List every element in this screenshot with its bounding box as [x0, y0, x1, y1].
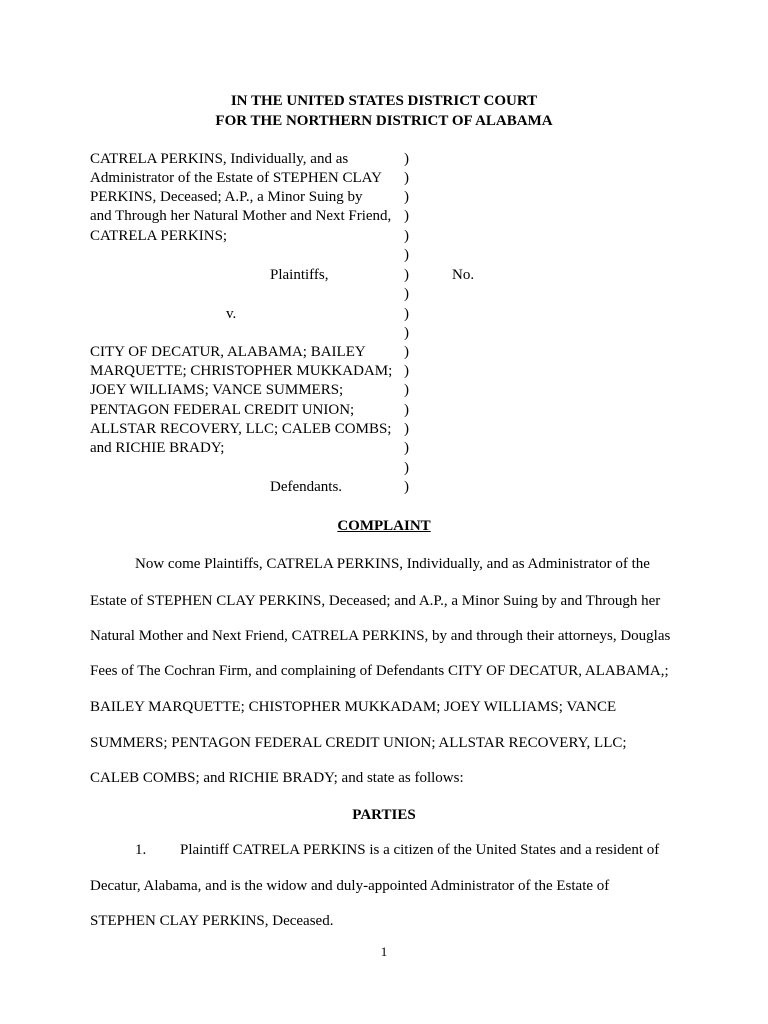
- defendant-line: PENTAGON FEDERAL CREDIT UNION;: [90, 402, 355, 418]
- caption-paren: ): [404, 170, 409, 186]
- plaintiffs-label: Plaintiffs,: [270, 267, 329, 283]
- intro-line: Estate of STEPHEN CLAY PERKINS, Deceased; and A.P., a Minor Suing by and Through her: [90, 593, 661, 609]
- caption-paren: ): [404, 402, 409, 418]
- caption-paren: ): [404, 247, 409, 263]
- defendant-line: CITY OF DECATUR, ALABAMA; BAILEY: [90, 344, 366, 360]
- page-number: 1: [380, 944, 388, 959]
- court-heading-line2: FOR THE NORTHERN DISTRICT OF ALABAMA: [215, 113, 553, 129]
- intro-line: SUMMERS; PENTAGON FEDERAL CREDIT UNION; ALLSTAR RECOVERY, LLC;: [90, 735, 627, 751]
- caption-paren: ): [404, 325, 409, 341]
- court-heading-line1: IN THE UNITED STATES DISTRICT COURT: [230, 93, 538, 109]
- plaintiff-line: CATRELA PERKINS, Individually, and as: [90, 151, 349, 167]
- caption-paren: ): [404, 363, 409, 379]
- caption-paren: ): [404, 208, 409, 224]
- intro-line: CALEB COMBS; and RICHIE BRADY; and state as follows:: [90, 770, 464, 786]
- caption-paren: ): [404, 460, 409, 476]
- caption-paren: ): [404, 286, 409, 302]
- caption-paren: ): [404, 306, 409, 322]
- caption-paren: ): [404, 344, 409, 360]
- defendant-line: JOEY WILLIAMS; VANCE SUMMERS;: [90, 382, 344, 398]
- plaintiff-line: PERKINS, Deceased; A.P., a Minor Suing by: [90, 189, 363, 205]
- parties-title: PARTIES: [352, 807, 416, 823]
- plaintiff-line: Administrator of the Estate of STEPHEN CLAY: [90, 170, 382, 186]
- caption-paren: ): [404, 267, 409, 283]
- case-number-label: No.: [452, 267, 475, 283]
- defendants-label: Defendants.: [270, 479, 343, 495]
- caption-paren: ): [404, 479, 409, 495]
- paragraph-line: Decatur, Alabama, and is the widow and duly-appointed Administrator of the Estate of: [90, 878, 610, 894]
- complaint-title: COMPLAINT: [337, 518, 431, 534]
- caption-paren: ): [404, 440, 409, 456]
- caption-paren: ): [404, 189, 409, 205]
- intro-line: Now come Plaintiffs, CATRELA PERKINS, Individually, and as Administrator of the: [135, 556, 650, 572]
- intro-line: Fees of The Cochran Firm, and complaining of Defendants CITY OF DECATUR, ALABAMA,;: [90, 663, 669, 679]
- caption-paren: ): [404, 382, 409, 398]
- defendant-line: and RICHIE BRADY;: [90, 440, 225, 456]
- paragraph-number: 1.: [135, 842, 147, 858]
- caption-paren: ): [404, 421, 409, 437]
- defendant-line: ALLSTAR RECOVERY, LLC; CALEB COMBS;: [90, 421, 392, 437]
- versus-label: v.: [226, 306, 237, 322]
- plaintiff-line: and Through her Natural Mother and Next Friend,: [90, 208, 392, 224]
- paragraph-line: STEPHEN CLAY PERKINS, Deceased.: [90, 913, 334, 929]
- caption-paren: ): [404, 228, 409, 244]
- caption-paren: ): [404, 151, 409, 167]
- defendant-line: MARQUETTE; CHRISTOPHER MUKKADAM;: [90, 363, 393, 379]
- paragraph-line: Plaintiff CATRELA PERKINS is a citizen of the United States and a resident of: [180, 842, 660, 858]
- intro-line: BAILEY MARQUETTE; CHISTOPHER MUKKADAM; JOEY WILLIAMS; VANCE: [90, 699, 617, 715]
- plaintiff-line: CATRELA PERKINS;: [90, 228, 228, 244]
- intro-line: Natural Mother and Next Friend, CATRELA PERKINS, by and through their attorneys, Douglas: [90, 628, 671, 644]
